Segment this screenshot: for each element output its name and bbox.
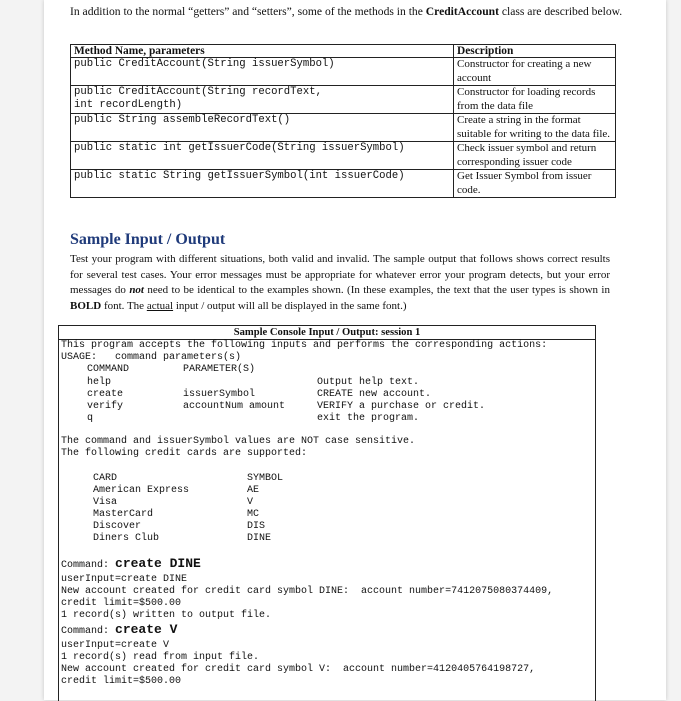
column-command: COMMAND	[87, 364, 130, 375]
para-text: need to be identical to the examples shown. (In these examples, the text that the user types is shown in	[144, 284, 610, 296]
emphasis-not: not	[129, 284, 144, 296]
console-line: The command and issuerSymbol values are NOT case sensitive.	[61, 436, 416, 447]
console-line: 1 record(s) written to output file.	[61, 610, 272, 621]
description-cell: Create a string in the format suitable for writing to the data file.	[454, 114, 616, 142]
cmd-create: create	[87, 389, 124, 400]
emphasis-bold: BOLD	[70, 299, 102, 312]
description-cell: Constructor for creating a new account	[454, 58, 616, 86]
card-symbol: AE	[247, 485, 260, 496]
console-line: credit limit=$500.00	[61, 598, 182, 609]
intro-text-end: class are described below.	[498, 5, 623, 18]
table-row	[71, 58, 616, 86]
method-cell: public String assembleRecordText()	[71, 114, 454, 142]
description-cell: Constructor for loading records from the data file	[454, 86, 616, 114]
para-text: font. The	[101, 299, 147, 312]
cmd-create-desc: CREATE new account.	[317, 389, 432, 400]
table-row	[71, 114, 616, 142]
console-line: New account created for credit card symbol V: account number=4120405764198727,	[61, 664, 536, 675]
method-cell: public CreditAccount(String issuerSymbol)	[71, 58, 454, 86]
prompt-label: Command:	[61, 560, 116, 571]
para-text: input / output will all be displayed in the same font.)	[173, 299, 407, 312]
sample-console-box	[58, 325, 596, 701]
console-line: The following credit cards are supported:	[61, 448, 308, 459]
card-name: American Express	[93, 485, 190, 496]
symbol-header: SYMBOL	[247, 473, 284, 484]
console-line: 1 record(s) read from input file.	[61, 652, 260, 663]
card-name: MasterCard	[93, 509, 154, 520]
table-row	[71, 142, 616, 170]
description-cell: Check issuer symbol and return corresponding issuer code	[454, 142, 616, 170]
card-name: Diners Club	[93, 533, 160, 544]
command-prompt	[61, 624, 177, 638]
prompt-label: Command:	[61, 626, 116, 637]
table-row	[71, 86, 616, 114]
section-title: Sample Input / Output	[70, 231, 226, 248]
console-line: credit limit=$500.00	[61, 676, 182, 687]
methods-table	[70, 44, 616, 198]
method-cell: public static String getIssuerSymbol(int issuerCode)	[71, 170, 454, 198]
console-line: This program accepts the following inputs and performs the corresponding actions:	[61, 340, 548, 351]
header-method: Method Name, parameters	[71, 45, 454, 58]
cmd-verify: verify	[87, 401, 124, 412]
console-line: userInput=create DINE	[61, 574, 188, 585]
document-page	[44, 0, 666, 700]
card-name: Discover	[93, 521, 142, 532]
method-cell: public CreditAccount(String recordText, int recordLength)	[71, 86, 454, 114]
card-symbol: DIS	[247, 521, 266, 532]
column-parameter: PARAMETER(S)	[183, 364, 256, 375]
console-line: USAGE: command parameters(s)	[61, 352, 242, 363]
table-row	[71, 170, 616, 198]
emphasis-actual: actual	[146, 299, 174, 312]
instructions-paragraph	[70, 252, 610, 314]
cmd-create-param: issuerSymbol	[183, 389, 256, 400]
card-symbol: V	[247, 497, 254, 508]
table-header-row	[71, 45, 616, 58]
cmd-help-desc: Output help text.	[317, 377, 420, 388]
user-command: create DINE	[115, 556, 201, 571]
intro-text: In addition to the normal “getters” and “setters”, some of the methods in the	[70, 5, 426, 18]
card-symbol: MC	[247, 509, 260, 520]
class-name: CreditAccount	[425, 5, 499, 18]
cmd-verify-desc: VERIFY a purchase or credit.	[317, 401, 486, 412]
header-description: Description	[454, 45, 616, 58]
console-line: userInput=create V	[61, 640, 170, 651]
console-line: New account created for credit card symbol DINE: account number=7412075080374409,	[61, 586, 554, 597]
console-title: Sample Console Input / Output: session 1	[59, 326, 595, 340]
card-name: Visa	[93, 497, 118, 508]
card-header: CARD	[93, 473, 118, 484]
cmd-help: help	[87, 377, 112, 388]
card-symbol: DINE	[247, 533, 272, 544]
command-prompt	[61, 558, 201, 572]
intro-paragraph	[70, 4, 640, 19]
para-text: Test your program with different situations, both valid and invalid. The sample output that follows shows correct results for several test cases. Your error messages must be appropriate for whatever error your program detects, but your error messages do	[70, 253, 610, 296]
user-command: create V	[115, 622, 178, 637]
cmd-quit-desc: exit the program.	[317, 413, 420, 424]
method-cell: public static int getIssuerCode(String issuerSymbol)	[71, 142, 454, 170]
description-cell: Get Issuer Symbol from issuer code.	[454, 170, 616, 198]
cmd-quit: q	[87, 413, 94, 424]
cmd-verify-param: accountNum amount	[183, 401, 286, 412]
